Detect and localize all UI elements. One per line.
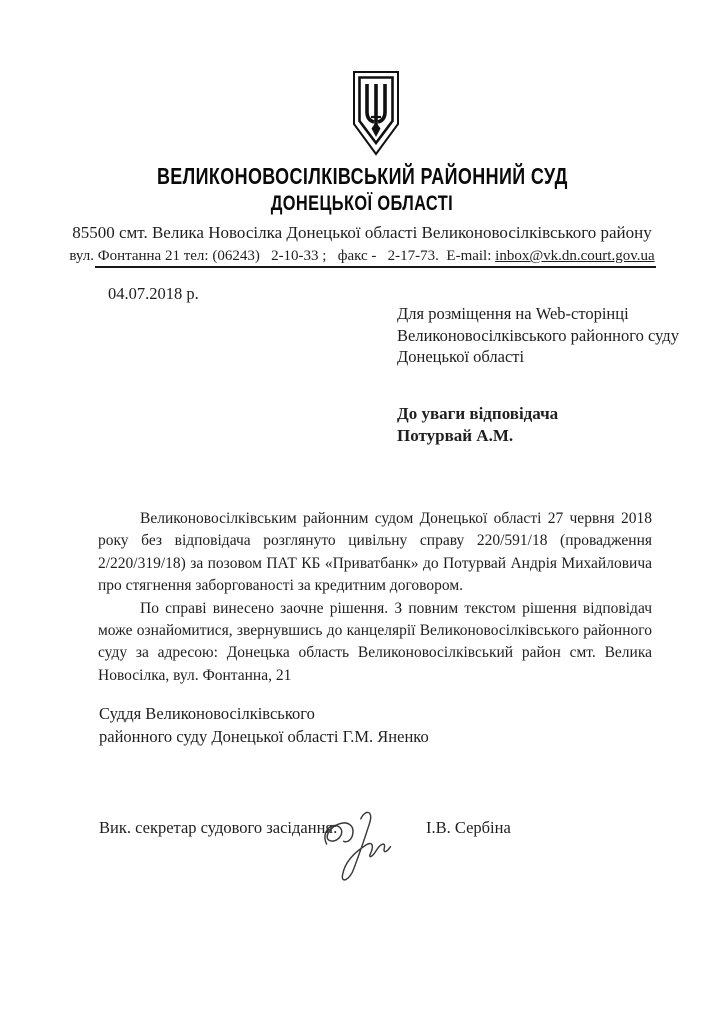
judge-line2: районного суду Донецької області Г.М. Яненко [99,726,429,746]
web-posting-line1: Для розміщення на Web-сторінці [397,304,629,323]
attention-block [397,403,558,447]
attention-line2: Потурвай А.М. [397,426,514,445]
court-email-text: inbox@vk.dn.court.gov.ua [495,248,655,264]
court-contact-line [0,248,724,265]
letter-body [98,508,652,687]
handwritten-signature-icon [314,794,404,894]
letter-date: 04.07.2018 р. [108,284,199,303]
court-name-line1 [0,163,724,190]
attention-line1: До уваги відповідача [397,404,559,423]
header-divider-rule [95,266,656,268]
judge-line1: Суддя Великоновосілківського [99,704,315,723]
web-posting-line3: Донецької області [397,347,525,366]
judge-block [99,703,429,748]
web-posting-line2: Великоновосілківського районного суду [397,325,679,345]
secretary-name: І.В. Сербіна [426,818,511,837]
secretary-label: Вик. секретар судового засідання: [99,818,338,837]
body-paragraph-1: Великоновосілківським районним судом Донецької області 27 червня 2018 року без відповідача розглянуто цивільну справу 220/591/18 (провадження 2/220/319/18) за позовом ПАТ КБ «Приватбанк» до Потурвай Андрія Михайловича про стягнення заборгованості за кредитним договором. [98,510,652,595]
court-name-line2-text: ДОНЕЦЬКОЇ ОБЛАСТІ [270,192,454,215]
body-paragraph-2: По справі винесено заочне рішення. З повним текстом рішення відповідач може ознайомитися, звернувшись до канцелярії Великоновосілківського районного суду за адресою: Донецька область Великоновосілківський район смт. Велика Новосілка, вул. Фонтанна, 21 [98,599,652,684]
web-posting-block [397,303,679,368]
court-name-line1-text: ВЕЛИКОНОВОСІЛКІВСЬКИЙ РАЙОННИЙ СУД [156,163,568,189]
ukraine-trident-emblem-icon [351,70,401,158]
contact-prefix-text: вул. Фонтанна 21 тел: (06243) 2-10-33 ; факс - 2-17-73. E-mail: [69,248,496,264]
court-name-line2 [0,191,724,216]
court-address-line: 85500 смт. Велика Новосілка Донецької області Великоновосілківського району [72,223,652,242]
